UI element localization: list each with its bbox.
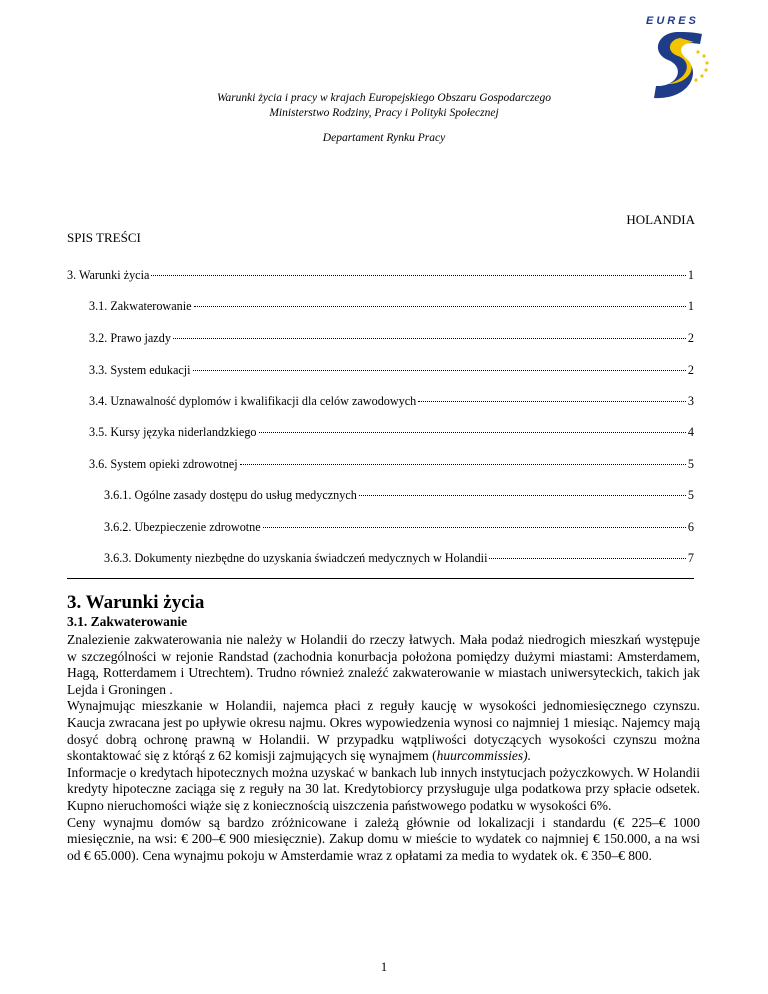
toc-entry-page: 3 <box>687 394 694 408</box>
toc-entry-page: 7 <box>687 551 694 565</box>
section-divider <box>67 578 694 579</box>
toc-entry[interactable] <box>89 457 694 472</box>
toc-entry-label: 3.6.1. Ogólne zasady dostępu do usług medycznych <box>104 488 357 502</box>
toc-entry[interactable] <box>89 363 694 378</box>
toc-entry-label: 3.6.3. Dokumenty niezbędne do uzyskania świadczeń medycznych w Holandii <box>104 551 488 565</box>
paragraph <box>67 698 700 764</box>
toc-entry-page: 4 <box>687 425 694 439</box>
section-body <box>67 632 700 864</box>
toc-entry-page: 5 <box>687 457 694 471</box>
toc-entry-label: 3.4. Uznawalność dyplomów i kwalifikacji dla celów zawodowych <box>89 394 417 408</box>
toc-entry-label: 3.2. Prawo jazdy <box>89 331 171 345</box>
header-title: Warunki życia i pracy w krajach Europejskiego Obszaru Gospodarczego <box>216 92 552 104</box>
toc-entry-page: 6 <box>687 520 694 534</box>
toc-entry-page: 5 <box>687 488 694 502</box>
toc-title: SPIS TREŚCI <box>67 230 141 245</box>
header-department: Departament Rynku Pracy <box>322 132 446 144</box>
eures-logo-icon <box>638 12 718 102</box>
toc-entry-label: 3.5. Kursy języka niderlandzkiego <box>89 425 257 439</box>
toc-entry[interactable] <box>89 331 694 346</box>
subsection-heading: 3.1. Zakwaterowanie <box>67 614 188 629</box>
toc-entry-page: 2 <box>687 331 694 345</box>
toc-entry-page: 2 <box>687 363 694 377</box>
paragraph-italic-term: huurcommissies). <box>436 748 532 764</box>
paragraph: Znalezienie zakwaterowania nie należy w Holandii do rzeczy łatwych. Mała podaż niedrogich mieszkań występuje w szczególności w rejonie Randstad (zachodnia konurbacja położona pomiędzy dużymi miastami: Amsterdamem, Hagą, Rotterdamem i Utrechtem). Trudno również znaleźć zakwaterowanie w miastach uniwersyteckich, takich jak Lejda i Groningen . <box>67 632 700 697</box>
toc-entry[interactable] <box>104 551 694 566</box>
toc-entry-label: 3.1. Zakwaterowanie <box>89 299 192 313</box>
paragraph-text: Wynajmując mieszkanie w Holandii, najemca płaci z reguły kaucję w wysokości jednomiesięcznego czynszu. Kaucja zwracana jest po upływie okresu najmu. Okres wypowiedzenia wynosi co najmniej 1 miesiąc. Najemcy mają dosyć dobrą ochronę prawną w Holandii. W przypadku wątpliwości dotyczących wysokości czynszu można skontaktować się z którąś z 62 komisji zajmujących się wynajmem ( <box>67 698 700 764</box>
section-heading: 3. Warunki życia <box>67 592 205 613</box>
toc-entry[interactable] <box>89 299 694 314</box>
page-number: 1 <box>380 960 388 974</box>
toc-entry-label: 3. Warunki życia <box>67 268 150 282</box>
country-name: HOLANDIA <box>626 212 695 227</box>
toc-entry[interactable] <box>89 394 694 409</box>
toc-entry[interactable] <box>104 520 694 535</box>
toc-entry[interactable] <box>67 268 694 283</box>
toc-entry-label: 3.6.2. Ubezpieczenie zdrowotne <box>104 520 261 534</box>
toc-entry-label: 3.3. System edukacji <box>89 363 191 377</box>
toc-entry-label: 3.6. System opieki zdrowotnej <box>89 457 238 471</box>
toc-entry[interactable] <box>89 425 694 440</box>
toc-entry[interactable] <box>104 488 694 503</box>
toc-entry-page: 1 <box>687 268 694 282</box>
paragraph: Informacje o kredytach hipotecznych można uzyskać w bankach lub innych instytucjach pożyczkowych. W Holandii kredyty hipoteczne zaciąga się z reguły na 30 lat. Kredytobiorcy przysługuje ulga podatkowa przy spłacie odsetek. Kupno nieruchomości wiąże się z koniecznością uiszczenia państwowego podatku w wysokości 6%. <box>67 764 700 813</box>
paragraph: Ceny wynajmu domów są bardzo zróżnicowane i zależą głównie od lokalizacji i standardu (€ 225–€ 1000 miesięcznie, na wsi: € 200–€ 900 miesięcznie). Zakup domu w mieście to wydatek co najmniej € 150.000, a na wsi od € 65.000). Cena wynajmu pokoju w Amsterdamie wraz z opłatami za media to wydatek ok. € 350–€ 800. <box>67 814 700 863</box>
header-ministry: Ministerstwo Rodziny, Pracy i Polityki Społecznej <box>269 107 499 119</box>
logo-text: EURES <box>646 15 699 27</box>
toc-entry-page: 1 <box>687 299 694 313</box>
